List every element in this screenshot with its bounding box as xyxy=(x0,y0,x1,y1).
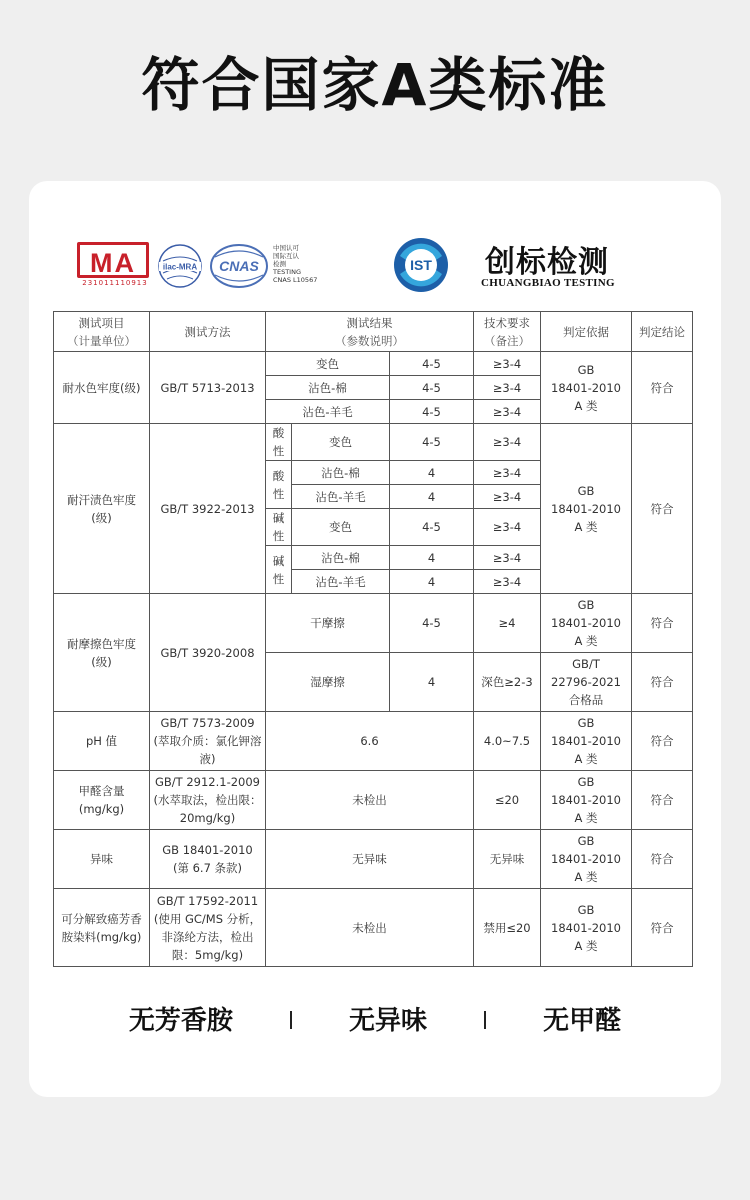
sweat-param: 沾色-羊毛 xyxy=(292,570,390,594)
table-row xyxy=(54,771,693,830)
water-req: ≥3-4 xyxy=(474,400,541,424)
sweat-req: ≥3-4 xyxy=(474,546,541,570)
sweat-acid-label: 酸性 xyxy=(266,461,292,509)
formaldehyde-basis: GB 18401-2010 A 类 xyxy=(541,771,632,830)
rub-dry-param: 干摩擦 xyxy=(266,594,390,653)
tag-divider xyxy=(290,1011,292,1029)
amine-req: 禁用≤20 xyxy=(474,889,541,967)
tag-divider xyxy=(484,1011,486,1029)
sweat-param: 变色 xyxy=(292,509,390,546)
header-basis: 判定依据 xyxy=(541,312,632,352)
ilac-text: ilac-MRA xyxy=(162,262,198,272)
header-requirement: 技术要求 （备注） xyxy=(474,312,541,352)
water-param: 变色 xyxy=(266,352,390,376)
table-header-row xyxy=(54,312,693,352)
sweat-req: ≥3-4 xyxy=(474,424,541,461)
odor-method: GB 18401-2010 (第 6.7 条款) xyxy=(150,830,266,889)
cnas-caption-line: TESTING xyxy=(273,268,301,276)
brand-name-en: CHUANGBIAO TESTING xyxy=(481,277,615,289)
odor-value: 无异味 xyxy=(266,830,474,889)
cnas-caption-line: 中国认可 xyxy=(273,244,299,252)
tag-no-aromatic-amine: 无芳香胺 xyxy=(128,1006,233,1036)
page-headline: 符合国家A类标准 xyxy=(141,51,609,119)
amine-item: 可分解致癌芳香 胺染料(mg/kg) xyxy=(54,889,150,967)
sweat-value: 4-5 xyxy=(390,424,474,461)
formaldehyde-item: 甲醛含量 (mg/kg) xyxy=(54,771,150,830)
rub-dry-value: 4-5 xyxy=(390,594,474,653)
ma-number: 231011110913 xyxy=(82,279,148,287)
ph-method: GB/T 7573-2009 (萃取介质：氯化钾溶 液) xyxy=(150,712,266,771)
cnas-caption xyxy=(273,244,343,284)
rub-dry-conclusion: 符合 xyxy=(632,594,693,653)
ilac-mra-logo xyxy=(157,243,203,289)
ph-conclusion: 符合 xyxy=(632,712,693,771)
tag-no-formaldehyde: 无甲醛 xyxy=(543,1006,622,1036)
water-method: GB/T 5713-2013 xyxy=(150,352,266,424)
cma-logo xyxy=(77,242,153,290)
sweat-acid-label: 酸性 xyxy=(266,424,292,461)
formaldehyde-req: ≤20 xyxy=(474,771,541,830)
sweat-req: ≥3-4 xyxy=(474,461,541,485)
sweat-value: 4 xyxy=(390,485,474,509)
header-item: 测试项目 （计量单位） xyxy=(54,312,150,352)
ist-text: IST xyxy=(410,257,432,273)
ph-basis: GB 18401-2010 A 类 xyxy=(541,712,632,771)
sweat-alkali-label: 碱性 xyxy=(266,509,292,546)
report-card xyxy=(29,181,721,1097)
odor-basis: GB 18401-2010 A 类 xyxy=(541,830,632,889)
sweat-value: 4 xyxy=(390,461,474,485)
water-req: ≥3-4 xyxy=(474,352,541,376)
sweat-req: ≥3-4 xyxy=(474,570,541,594)
sweat-param: 沾色-羊毛 xyxy=(292,485,390,509)
formaldehyde-value: 未检出 xyxy=(266,771,474,830)
test-result-table xyxy=(53,311,693,967)
brand-name-cn: 创标检测 xyxy=(485,245,609,280)
sweat-value: 4-5 xyxy=(390,509,474,546)
test-result-table-wrap xyxy=(53,311,693,967)
formaldehyde-conclusion: 符合 xyxy=(632,771,693,830)
cnas-logo xyxy=(209,243,269,289)
amine-conclusion: 符合 xyxy=(632,889,693,967)
water-item: 耐水色牢度(级) xyxy=(54,352,150,424)
rub-method: GB/T 3920-2008 xyxy=(150,594,266,712)
ph-req: 4.0~7.5 xyxy=(474,712,541,771)
sweat-value: 4 xyxy=(390,546,474,570)
water-conclusion: 符合 xyxy=(632,352,693,424)
amine-basis: GB 18401-2010 A 类 xyxy=(541,889,632,967)
sweat-param: 沾色-棉 xyxy=(292,546,390,570)
ph-value: 6.6 xyxy=(266,712,474,771)
amine-value: 未检出 xyxy=(266,889,474,967)
ist-logo xyxy=(392,236,450,294)
odor-item: 异味 xyxy=(54,830,150,889)
table-row xyxy=(54,830,693,889)
header-method: 测试方法 xyxy=(150,312,266,352)
table-row xyxy=(54,424,693,461)
table-row xyxy=(54,712,693,771)
water-req: ≥3-4 xyxy=(474,376,541,400)
odor-req: 无异味 xyxy=(474,830,541,889)
feature-tags xyxy=(0,1000,750,1040)
cnas-text: CNAS xyxy=(219,258,259,274)
sweat-value: 4 xyxy=(390,570,474,594)
table-row xyxy=(54,594,693,653)
sweat-param: 变色 xyxy=(292,424,390,461)
odor-conclusion: 符合 xyxy=(632,830,693,889)
amine-method: GB/T 17592-2011 (使用 GC/MS 分析， 非涤纶方法，检出 限：5mg/kg) xyxy=(150,889,266,967)
water-param: 沾色-棉 xyxy=(266,376,390,400)
rub-wet-conclusion: 符合 xyxy=(632,653,693,712)
sweat-item: 耐汗渍色牢度 (级) xyxy=(54,424,150,594)
sweat-req: ≥3-4 xyxy=(474,485,541,509)
sweat-conclusion: 符合 xyxy=(632,424,693,594)
table-row xyxy=(54,352,693,376)
sweat-param: 沾色-棉 xyxy=(292,461,390,485)
tag-no-odor: 无异味 xyxy=(348,1006,427,1036)
header-result: 测试结果 （参数说明） xyxy=(266,312,474,352)
ph-item: pH 值 xyxy=(54,712,150,771)
sweat-req: ≥3-4 xyxy=(474,509,541,546)
rub-wet-param: 湿摩擦 xyxy=(266,653,390,712)
rub-dry-basis: GB 18401-2010 A 类 xyxy=(541,594,632,653)
ma-mark: MA xyxy=(77,242,149,278)
water-value: 4-5 xyxy=(390,352,474,376)
rub-item: 耐摩擦色牢度 (级) xyxy=(54,594,150,712)
rub-dry-req: ≥4 xyxy=(474,594,541,653)
cnas-caption-line: CNAS L10567 xyxy=(273,276,318,284)
water-param: 沾色-羊毛 xyxy=(266,400,390,424)
water-value: 4-5 xyxy=(390,376,474,400)
sweat-basis: GB 18401-2010 A 类 xyxy=(541,424,632,594)
rub-wet-basis: GB/T 22796-2021 合格品 xyxy=(541,653,632,712)
sweat-method: GB/T 3922-2013 xyxy=(150,424,266,594)
sweat-alkali-label: 碱性 xyxy=(266,546,292,594)
formaldehyde-method: GB/T 2912.1-2009 (水萃取法，检出限： 20mg/kg) xyxy=(150,771,266,830)
rub-wet-req: 深色≥2-3 xyxy=(474,653,541,712)
rub-wet-value: 4 xyxy=(390,653,474,712)
water-value: 4-5 xyxy=(390,400,474,424)
cnas-caption-line: 国际互认 xyxy=(273,252,299,260)
table-row xyxy=(54,889,693,967)
water-basis: GB 18401-2010 A 类 xyxy=(541,352,632,424)
header-conclusion: 判定结论 xyxy=(632,312,693,352)
cnas-caption-line: 检测 xyxy=(273,260,286,268)
